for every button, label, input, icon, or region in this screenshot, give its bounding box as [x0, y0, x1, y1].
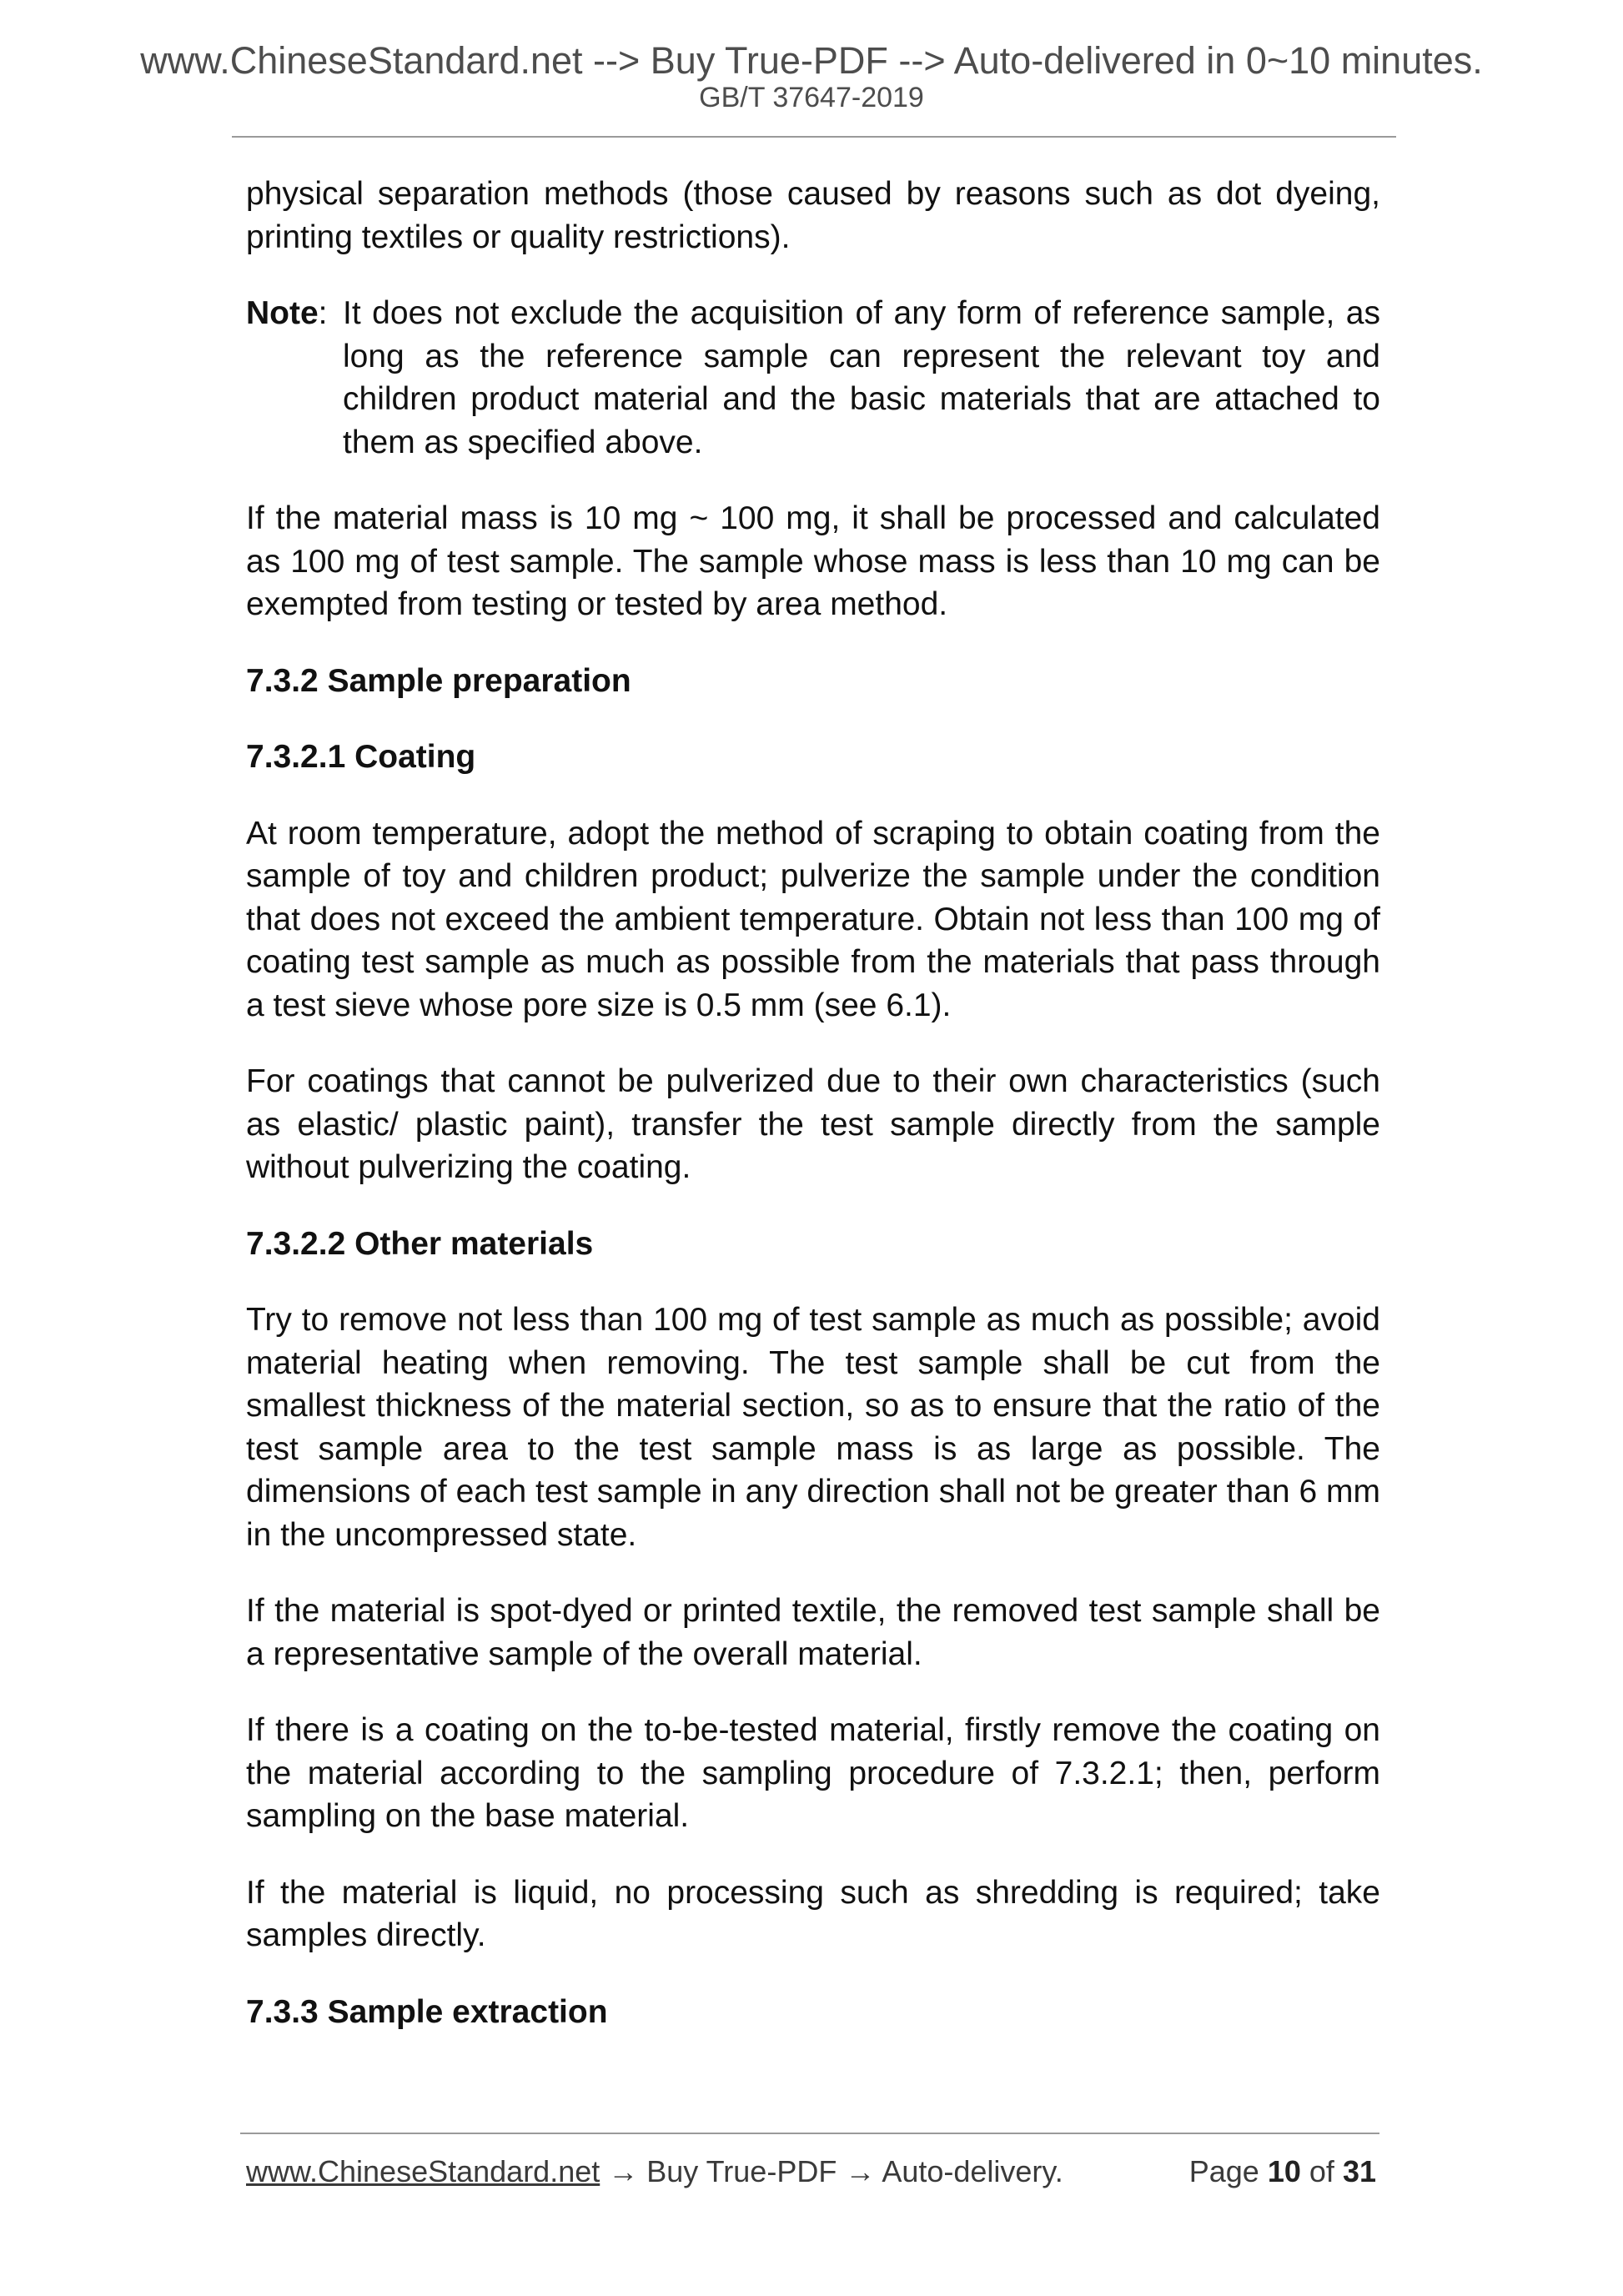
page-indicator: Page 10 of 31 [1188, 2154, 1376, 2188]
heading-7-3-2-2: 7.3.2.2 Other materials [246, 1225, 594, 1262]
note-label: Note: [246, 295, 328, 331]
header-divider [232, 136, 1396, 138]
paragraph-coating-scraping: At room temperature, adopt the method of scraping to obtain coating from the sample of toy and children product; pulverize the sample under the condition that does not exceed the ambient temperature. Obtain not less than 100 mg of coating test sample as much as possible from the materials that pass through a test sieve whose pore size is 0.5 mm (see 6.1). [246, 815, 1380, 1023]
footer-divider [240, 2133, 1379, 2134]
document-body [246, 173, 1380, 2067]
paragraph-other-materials: Try to remove not less than 100 mg of test sample as much as possible; avoid material heating when removing. The test sample shall be cut from the smallest thickness of the material section, so as to ensure that the ratio of the test sample area to the test sample mass is as large as possible. The dimensions of each test sample in any direction shall not be greater than 6 mm in the uncompressed state. [246, 1302, 1380, 1553]
page-current: 10 [1267, 2154, 1301, 2188]
footer-promo [246, 2154, 1063, 2189]
paragraph-coating-removal: If there is a coating on the to-be-tested material, firstly remove the coating on the material according to the sampling procedure of 7.3.2.1; then, perform sampling on the base material. [246, 1712, 1380, 1834]
paragraph-continuation: physical separation methods (those caused by reasons such as dot dyeing, printing textiles or quality restrictions). [246, 176, 1380, 255]
paragraph-mass-range: If the material mass is 10 mg ~ 100 mg, it shall be processed and calculated as 100 mg of test sample. The sample whose mass is less than 10 mg can be exempted from testing or tested by area method. [246, 500, 1380, 622]
paragraph-liquid: If the material is liquid, no processing such as shredding is required; take samples directly. [246, 1874, 1380, 1953]
heading-7-3-2: 7.3.2 Sample preparation [246, 662, 631, 699]
note-block [246, 292, 1380, 464]
heading-7-3-2-1: 7.3.2.1 Coating [246, 739, 476, 775]
page-footer [246, 2154, 1376, 2189]
page-total: 31 [1342, 2154, 1376, 2188]
heading-7-3-3: 7.3.3 Sample extraction [246, 1993, 608, 2030]
paragraph-spot-dyed: If the material is spot-dyed or printed textile, the removed test sample shall be a representative sample of the overall material. [246, 1593, 1380, 1672]
footer-promo-text: → Buy True-PDF → Auto-delivery. [600, 2154, 1063, 2188]
standard-code: GB/T 37647-2019 [699, 82, 924, 113]
note-text: It does not exclude the acquisition of any form of reference sample, as long as the reference sample can represent the relevant toy and children product material and the basic materials that are attached to them as specified above. [343, 295, 1380, 460]
paragraph-coating-elastic: For coatings that cannot be pulverized due to their own characteristics (such as elastic/ plastic paint), transfer the test sample directly from the sample without pulverizing the coating. [246, 1063, 1380, 1185]
header-banner: www.ChineseStandard.net --> Buy True-PDF --> Auto-delivered in 0~10 minutes. [140, 39, 1483, 82]
footer-site-link[interactable]: www.ChineseStandard.net [246, 2154, 600, 2188]
